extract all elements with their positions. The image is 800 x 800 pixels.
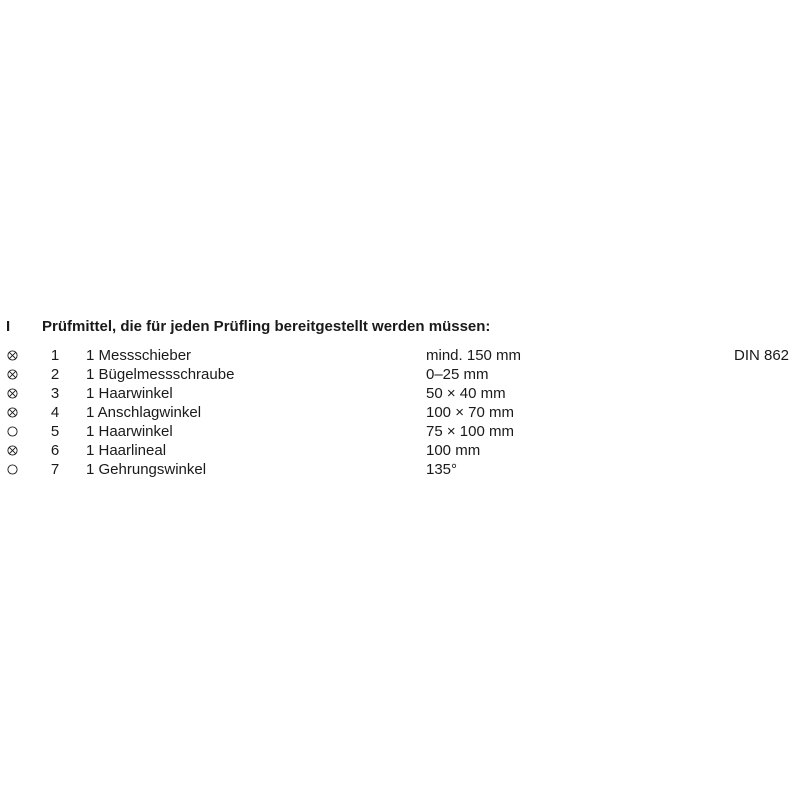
item-dimension: 0–25 mm — [426, 366, 489, 383]
inspection-tools-section — [0, 318, 800, 480]
item-description: 1 Gehrungswinkel — [86, 461, 207, 478]
item-description: 1 Bügelmessschraube — [86, 366, 235, 383]
item-dimension: 75 × 100 mm — [426, 423, 514, 440]
crossed-circle-icon — [7, 388, 18, 399]
crossed-circle-icon — [7, 350, 18, 361]
item-dimension: mind. 150 mm — [426, 347, 522, 364]
section-number: I — [6, 318, 11, 335]
list-item — [0, 442, 800, 461]
item-description: 1 Haarwinkel — [86, 423, 173, 440]
item-number: 5 — [50, 423, 60, 440]
item-dimension: 100 × 70 mm — [426, 404, 514, 421]
list-item — [0, 347, 800, 366]
item-number: 7 — [50, 461, 60, 478]
crossed-circle-icon — [7, 369, 18, 380]
tool-list — [0, 347, 800, 480]
open-circle-icon — [7, 464, 18, 475]
item-description: 1 Haarwinkel — [86, 385, 173, 402]
item-description: 1 Messschieber — [86, 347, 192, 364]
item-number: 2 — [50, 366, 60, 383]
section-heading — [0, 318, 800, 340]
list-item — [0, 461, 800, 480]
crossed-circle-icon — [7, 407, 18, 418]
list-item — [0, 404, 800, 423]
item-dimension: 100 mm — [426, 442, 481, 459]
item-description: 1 Anschlagwinkel — [86, 404, 202, 421]
item-description: 1 Haarlineal — [86, 442, 167, 459]
item-number: 6 — [50, 442, 60, 459]
list-item — [0, 423, 800, 442]
item-dimension: 50 × 40 mm — [426, 385, 506, 402]
section-title: Prüfmittel, die für jeden Prüfling bereitgestellt werden müssen: — [42, 318, 491, 335]
item-number: 4 — [50, 404, 60, 421]
item-number: 3 — [50, 385, 60, 402]
item-dimension: 135° — [426, 461, 458, 478]
item-standard: DIN 862 — [734, 347, 790, 364]
crossed-circle-icon — [7, 445, 18, 456]
item-number: 1 — [50, 347, 60, 364]
list-item — [0, 385, 800, 404]
open-circle-icon — [7, 426, 18, 437]
list-item — [0, 366, 800, 385]
